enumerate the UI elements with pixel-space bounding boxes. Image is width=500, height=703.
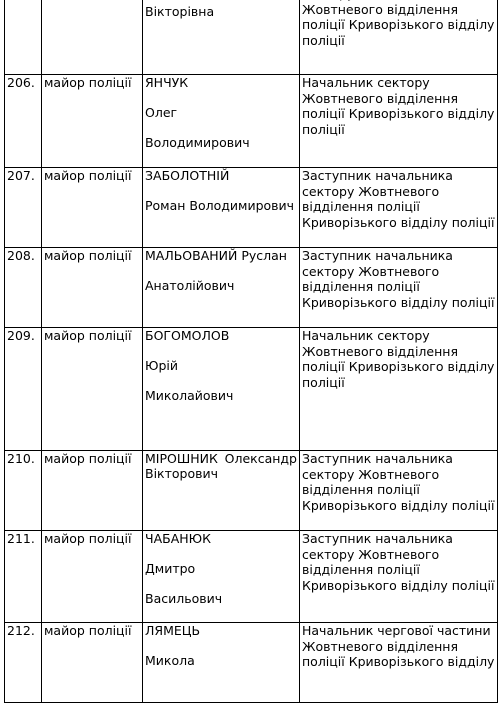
row-name: [143, 75, 300, 168]
position-line: сектору Жовтневого: [302, 183, 440, 199]
name-line: Олег: [145, 105, 178, 120]
position-line: Заступник начальника: [302, 451, 453, 466]
position-line: відділення поліції: [302, 199, 420, 214]
name-line: ЯНЧУК: [145, 75, 189, 90]
row-name: [143, 531, 300, 623]
name-line: Васильович: [145, 591, 223, 606]
position-line: відділення поліції: [302, 482, 420, 497]
name-line: Дмитро: [145, 561, 196, 576]
name-line: Микола: [145, 653, 195, 668]
row-number: 212.: [5, 623, 42, 703]
position-line: Заступник начальника: [302, 168, 453, 183]
position-line: поліції: [302, 32, 345, 48]
position-line: Криворізького відділу поліції: [302, 497, 495, 513]
name-line: Миколайович: [145, 388, 234, 403]
row-rank: [42, 0, 143, 75]
position-line: поліції Криворізького відділу: [302, 359, 495, 374]
name-line: ЛЯМЕЦЬ: [145, 623, 201, 638]
row-position: [300, 168, 498, 248]
name-line: [145, 451, 297, 466]
row-rank: майор поліції: [42, 168, 143, 248]
row-number: [5, 0, 42, 75]
position-line: Заступник начальника: [302, 248, 453, 263]
row-rank: майор поліції: [42, 328, 143, 451]
position-line: Жовтневого відділення: [302, 638, 458, 654]
row-name: [143, 248, 300, 328]
position-line: поліції Криворізького відділу: [302, 106, 495, 121]
name-line: Юрій: [145, 358, 179, 373]
row-name: [143, 168, 300, 248]
name-line: Анатолійович: [145, 278, 235, 293]
row-name: [143, 451, 300, 531]
table-row: [5, 248, 498, 328]
name-word: МІРОШНИК: [145, 451, 218, 466]
table-row: [5, 168, 498, 248]
position-line: Жовтневого відділення: [302, 343, 458, 359]
table-row: [5, 623, 498, 703]
position-line: сектору Жовтневого: [302, 263, 440, 279]
name-line: Роман Володимирович: [145, 198, 295, 213]
position-line: сектору Жовтневого: [302, 546, 440, 562]
row-position: [300, 531, 498, 623]
position-line: Жовтневого відділення: [302, 1, 458, 17]
table-row: [5, 0, 498, 75]
name-word: Олександр: [224, 451, 297, 466]
position-line: поліції Криворізького відділу: [302, 17, 495, 32]
position-line: Криворізького відділу поліції: [302, 294, 495, 310]
position-line: Криворізького відділу поліції: [302, 214, 495, 230]
position-line: Начальник сектору: [302, 328, 430, 343]
table-row: [5, 75, 498, 168]
table-row: [5, 328, 498, 451]
position-line: поліції Криворізького відділу: [302, 654, 495, 669]
table-row: [5, 451, 498, 531]
position-line: відділення поліції: [302, 562, 420, 577]
position-line: Жовтневого відділення: [302, 90, 458, 106]
personnel-table: [4, 0, 498, 703]
name-line: Вікторович: [145, 466, 218, 481]
row-position: [300, 248, 498, 328]
row-position: [300, 75, 498, 168]
row-number: 208.: [5, 248, 42, 328]
position-line: Криворізького відділу поліції: [302, 577, 495, 593]
row-number: 211.: [5, 531, 42, 623]
row-rank: майор поліції: [42, 623, 143, 703]
position-line: поліції: [302, 374, 345, 390]
position-line: Начальник чергової частини: [302, 623, 491, 638]
position-line: сектору Жовтневого: [302, 466, 440, 482]
row-name: [143, 623, 300, 703]
table-row: [5, 531, 498, 623]
position-line: відділення поліції: [302, 279, 420, 294]
row-rank: майор поліції: [42, 75, 143, 168]
row-position: [300, 451, 498, 531]
row-position: [300, 328, 498, 451]
row-rank: майор поліції: [42, 451, 143, 531]
row-number: 207.: [5, 168, 42, 248]
row-rank: майор поліції: [42, 248, 143, 328]
row-position: [300, 623, 498, 703]
position-line: Начальник сектору: [302, 75, 430, 90]
name-line: Володимирович: [145, 135, 250, 150]
name-line: БОГОМОЛОВ: [145, 328, 230, 343]
row-position: [300, 0, 498, 75]
row-name: [143, 328, 300, 451]
row-name: [143, 0, 300, 75]
row-number: 206.: [5, 75, 42, 168]
row-number: 209.: [5, 328, 42, 451]
row-rank: майор поліції: [42, 531, 143, 623]
row-number: 210.: [5, 451, 42, 531]
name-line: ЗАБОЛОТНІЙ: [145, 168, 230, 183]
name-line: ЧАБАНЮК: [145, 531, 212, 546]
name-line: МАЛЬОВАНИЙ Руслан: [145, 248, 287, 263]
position-line: поліції: [302, 121, 345, 137]
name-line: Вікторівна: [145, 4, 215, 19]
position-line: Заступник начальника: [302, 531, 453, 546]
